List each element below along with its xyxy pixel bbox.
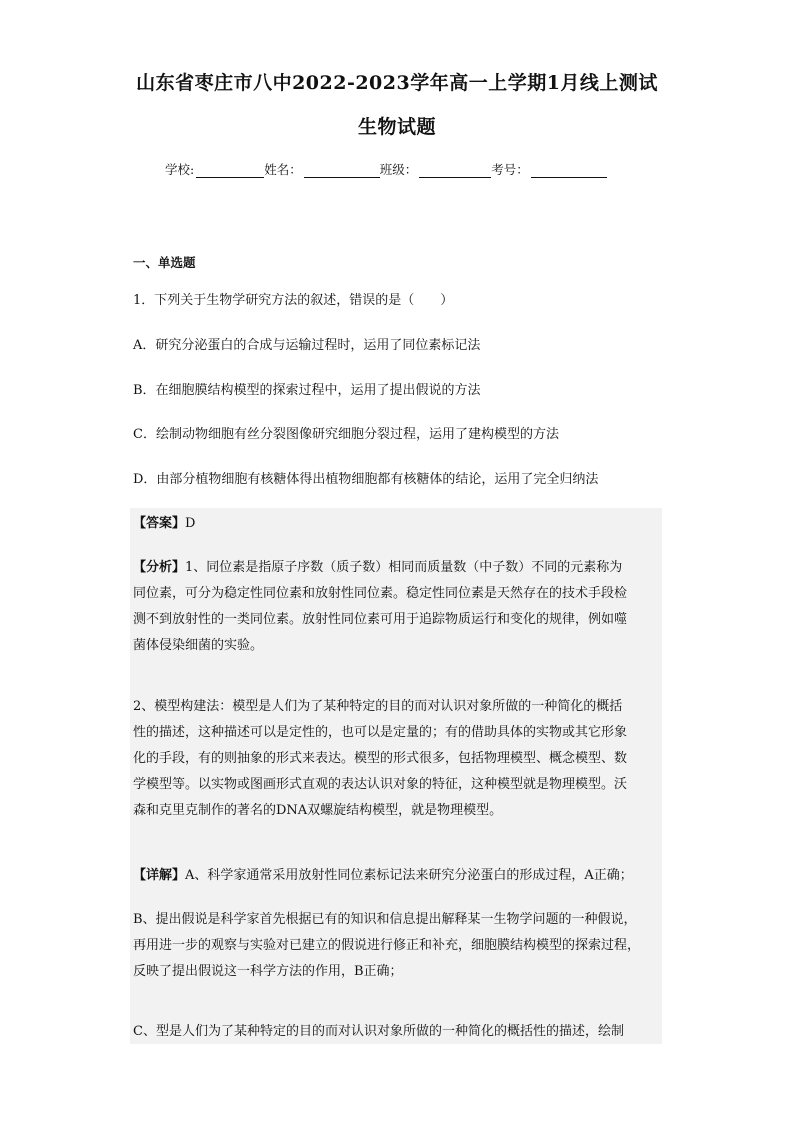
analysis-p2-line-2: 性的描述，这种描述可以是定性的，也可以是定量的；有的借助具体的实物或其它形象 — [133, 725, 628, 740]
answer-value: D — [185, 516, 196, 531]
exam-number-field[interactable] — [531, 163, 607, 178]
page-title: 山东省枣庄市八中2022-2023学年高一上学期1月线上测试 — [136, 72, 658, 94]
analysis-p2-line-4: 学模型等。以实物或图画形式直观的表达认识对象的特征，这种模型就是物理模型。沃 — [133, 777, 628, 792]
analysis-line-2: 同位素，可分为稳定性同位素和放射性同位素。稳定性同位素是天然存在的技术手段检 — [133, 586, 628, 601]
option-c: C．绘制动物细胞有丝分裂图像研究细胞分裂过程，运用了建构模型的方法 — [133, 427, 559, 442]
student-info-row — [165, 160, 635, 178]
name-label: 姓名： — [264, 162, 302, 177]
detail-b-line-3: 反映了提出假说这一科学方法的作用，B正确； — [133, 964, 403, 979]
analysis-p2-line-5: 森和克里克制作的著名的DNA双螺旋结构模型，就是物理模型。 — [133, 803, 503, 818]
option-b: B．在细胞膜结构模型的探索过程中，运用了提出假说的方法 — [133, 383, 481, 398]
answer-tag: 【答案】 — [133, 516, 186, 531]
analysis-p2-line-3: 化的手段，有的则抽象的形式来表达。模型的形式很多，包括物理模型、概念模型、数 — [133, 751, 628, 766]
analysis-p2-line-1: 2、模型构建法：模型是人们为了某种特定的目的而对认识对象所做的一种简化的概括 — [133, 699, 623, 714]
section-heading: 一、单选题 — [133, 255, 196, 270]
option-a: A．研究分泌蛋白的合成与运输过程时，运用了同位素标记法 — [133, 338, 481, 353]
analysis-line-1: 【分析】1、同位素是指原子序数（质子数）相同而质量数（中子数）不同的元素称为 — [133, 560, 623, 575]
option-d: D．由部分植物细胞有核糖体得出植物细胞都有核糖体的结论，运用了完全归纳法 — [133, 472, 599, 487]
class-label: 班级： — [379, 162, 418, 177]
exam-number-label: 考号： — [491, 162, 529, 177]
answer-line — [133, 514, 195, 534]
detail-c-line-1: C、型是人们为了某种特定的目的而对认识对象所做的一种简化的概括性的描述，绘制 — [133, 1024, 624, 1039]
detail-a-line: 【详解】A、科学家通常采用放射性同位素标记法来研究分泌蛋白的形成过程，A正确； — [133, 868, 633, 883]
detail-tag: 【详解】 — [133, 868, 186, 883]
question-stem: 1．下列关于生物学研究方法的叙述，错误的是（ ） — [133, 293, 454, 308]
detail-b-line-2: 再用进一步的观察与实验对已建立的假说进行修正和补充，细胞膜结构模型的探索过程， — [133, 938, 641, 953]
detail-b-line-1: B、提出假说是科学家首先根据已有的知识和信息提出解释某一生物学问题的一种假说， — [133, 912, 637, 927]
school-field[interactable] — [196, 163, 264, 178]
analysis-line-3: 测不到放射性的一类同位素。放射性同位素可用于追踪物质运行和变化的规律，例如噬 — [133, 612, 628, 627]
school-label: 学校: — [165, 162, 195, 177]
page-subtitle: 生物试题 — [357, 116, 436, 138]
analysis-tag: 【分析】 — [133, 560, 186, 575]
analysis-line-4: 菌体侵染细菌的实验。 — [133, 638, 264, 653]
class-field[interactable] — [419, 163, 491, 178]
name-field[interactable] — [304, 163, 380, 178]
